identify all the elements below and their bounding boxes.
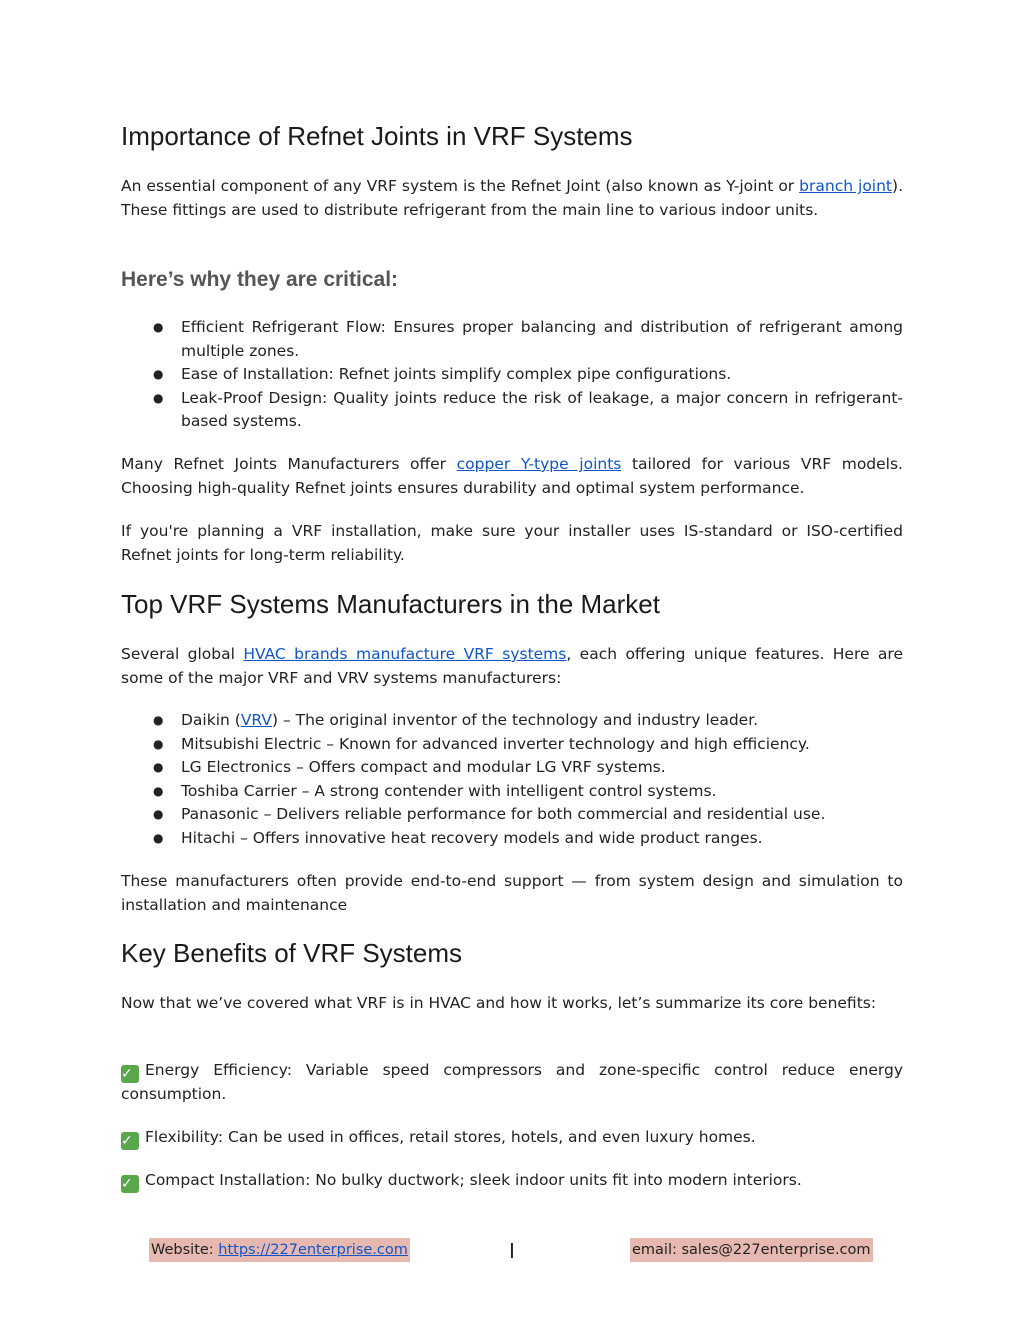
list-item: ● LG Electronics – Offers compact and modular LG VRF systems. — [121, 756, 903, 780]
manufacturers-intro-paragraph: Several global HVAC brands manufacture VRF systems, each offering unique features. Here are some of the major VRF and VRV systems manufacturers: — [121, 645, 903, 687]
benefit-flexibility: ✓ Flexibility: Can be used in offices, retail stores, hotels, and even luxury homes. — [121, 1128, 756, 1149]
manufacturers-list — [121, 709, 903, 850]
heading-key-benefits: Key Benefits of VRF Systems — [121, 938, 463, 968]
check-mark-icon: ✓ — [121, 1175, 139, 1193]
bullet-icon: ● — [153, 807, 164, 821]
list-item: ● Ease of Installation: Refnet joints simplify complex pipe configurations. — [121, 363, 903, 387]
list-item: ● Daikin (VRV) – The original inventor of the technology and industry leader. — [121, 709, 903, 733]
benefits-intro-paragraph: Now that we’ve covered what VRF is in HVAC and how it works, let’s summarize its core benefits: — [121, 994, 877, 1012]
installation-advice-paragraph: If you're planning a VRF installation, make sure your installer uses IS-standard or ISO-certified Refnet joints for long-term reliability. — [121, 522, 903, 564]
vrv-link[interactable]: VRV — [240, 711, 272, 729]
bullet-icon: ● — [153, 367, 164, 381]
heading-top-manufacturers: Top VRF Systems Manufacturers in the Market — [121, 589, 660, 619]
list-item: ● Hitachi – Offers innovative heat recovery models and wide product ranges. — [121, 827, 903, 851]
refnet-manufacturers-paragraph: Many Refnet Joints Manufacturers offer copper Y-type joints tailored for various VRF models. Choosing high-quality Refnet joints ensures durability and optimal system performance. — [121, 455, 903, 497]
benefit-compact-installation: ✓ Compact Installation: No bulky ductwork; sleek indoor units fit into modern interiors. — [121, 1171, 802, 1192]
bullet-icon: ● — [153, 390, 164, 405]
refnet-benefits-list — [121, 316, 903, 434]
benefit-energy-efficiency: ✓ Energy Efficiency: Variable speed compressors and zone-specific control reduce energy consumption. — [121, 1061, 903, 1103]
page-marker: I — [509, 1239, 515, 1263]
manufacturers-closing-paragraph: These manufacturers often provide end-to-end support — from system design and simulation to installation and maintenance — [121, 872, 903, 914]
check-mark-icon: ✓ — [121, 1132, 139, 1150]
heading-refnet-joints: Importance of Refnet Joints in VRF Systems — [121, 121, 633, 151]
footer-email: email: sales@227enterprise.com — [630, 1238, 873, 1262]
bullet-icon: ● — [153, 830, 164, 845]
subheading-why-critical: Here’s why they are critical: — [121, 268, 399, 291]
bullet-icon: ● — [153, 760, 164, 774]
page-footer — [0, 1238, 1024, 1264]
bullet-icon: ● — [153, 783, 164, 798]
list-item: ● Efficient Refrigerant Flow: Ensures proper balancing and distribution of refrigerant among multiple zones. — [153, 318, 903, 360]
list-item: ● Toshiba Carrier – A strong contender with intelligent control systems. — [121, 780, 903, 804]
website-link[interactable]: https://227enterprise.com — [218, 1242, 408, 1258]
check-mark-icon: ✓ — [121, 1065, 139, 1083]
list-item: ● Leak-Proof Design: Quality joints reduce the risk of leakage, a major concern in refrigerant-based systems. — [153, 388, 903, 430]
refnet-intro-paragraph: An essential component of any VRF system is the Refnet Joint (also known as Y-joint or branch joint). These fittings are used to distribute refrigerant from the main line to various indoor units. — [121, 177, 903, 219]
footer-website: Website: https://227enterprise.com — [149, 1238, 410, 1262]
copper-y-type-joints-link[interactable]: copper Y-type joints — [456, 455, 622, 473]
list-item: ● Panasonic – Delivers reliable performance for both commercial and residential use. — [121, 803, 903, 827]
hvac-brands-link[interactable]: HVAC brands manufacture VRF systems — [243, 645, 567, 663]
branch-joint-link[interactable]: branch joint — [799, 177, 893, 195]
list-item: ● Mitsubishi Electric – Known for advanced inverter technology and high efficiency. — [121, 733, 903, 757]
bullet-icon: ● — [153, 736, 164, 751]
bullet-icon: ● — [153, 320, 164, 334]
bullet-icon: ● — [153, 713, 164, 727]
